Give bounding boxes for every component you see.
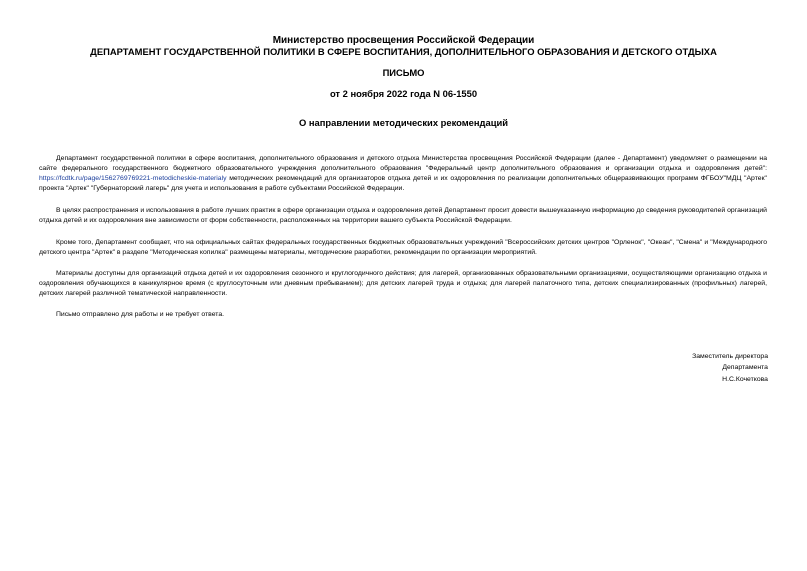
paragraph-3: Кроме того, Департамент сообщает, что на официальных сайтах федеральных государственных бюджетных образовательных учреждений "Всероссийских детских центров "Орленок", "Океан", "Смена" и "Международного детского центра "Артек" в разделе "Методическая копилка" размещены материалы, методические разработки, рекомендации по организации мероприятий. <box>39 239 767 257</box>
document-subject: О направлении методических рекомендаций <box>298 117 509 128</box>
document-date-number: от 2 ноября 2022 года N 06-1550 <box>329 88 478 99</box>
ministry-name: Министерство просвещения Российской Федерации <box>272 35 535 46</box>
signer-name: Н.С.Кочеткова <box>722 375 768 383</box>
signature-block <box>692 351 768 385</box>
paragraph-2: В целях распространения и использования в работе лучших практик в сфере организации отдыха и оздоровления детей Департамент просит довести вышеуказанную информацию до сведения руководителей организаций отдыха детей и их оздоровления вне зависимости от форм собственности, расположенных на территории вашего субъекта Российской Федерации. <box>39 207 767 225</box>
paragraph-1-text-before: Департамент государственной политики в сфере воспитания, дополнительного образования и детского отдыха Министерства просвещения Российской Федерации (далее - Департамент) уведомляет о размещении на сайте федерального государственного бюджетного образовательного учреждения дополнительного образования "Федеральный центр дополнительного образования и организации отдыха и оздоровления детей": <box>39 155 767 173</box>
signer-position-line-1: Заместитель директора <box>692 353 768 360</box>
paragraph-1-text-after: методических рекомендаций для организаторов отдыха детей и их оздоровления по реализации дополнительных общеразвивающих программ ФГБОУ"МДЦ "Артек" проекта "Артек" "Губернаторский лагерь" для учета и использования в работе субъектами Российской Федерации. <box>39 175 767 193</box>
fcdtk-link[interactable]: https://fcdtk.ru/page/1562769769221-metodicheskie-materialy <box>39 175 227 183</box>
signer-position-line-2: Департамента <box>722 364 768 372</box>
paragraph-1 <box>39 154 767 194</box>
department-name: ДЕПАРТАМЕНТ ГОСУДАРСТВЕННОЙ ПОЛИТИКИ В СФЕРЕ ВОСПИТАНИЯ, ДОПОЛНИТЕЛЬНОГО ОБРАЗОВАНИЯ И ДЕТСКОГО ОТДЫХА <box>90 46 717 57</box>
paragraph-4: Материалы доступны для организаций отдыха детей и их оздоровления сезонного и круглогодичного действия; для лагерей, организованных образовательными организациями, осуществляющими организацию отдыха и оздоровления обучающихся в каникулярное время (с круглосуточным или дневным пребыванием); для детских лагерей труда и отдыха; для лагерей палаточного типа, детских специализированных (профильных) лагерей, детских лагерей различной тематической направленности. <box>39 270 767 298</box>
document-type: ПИСЬМО <box>382 67 425 78</box>
paragraph-5: Письмо отправлено для работы и не требует ответа. <box>56 311 225 318</box>
